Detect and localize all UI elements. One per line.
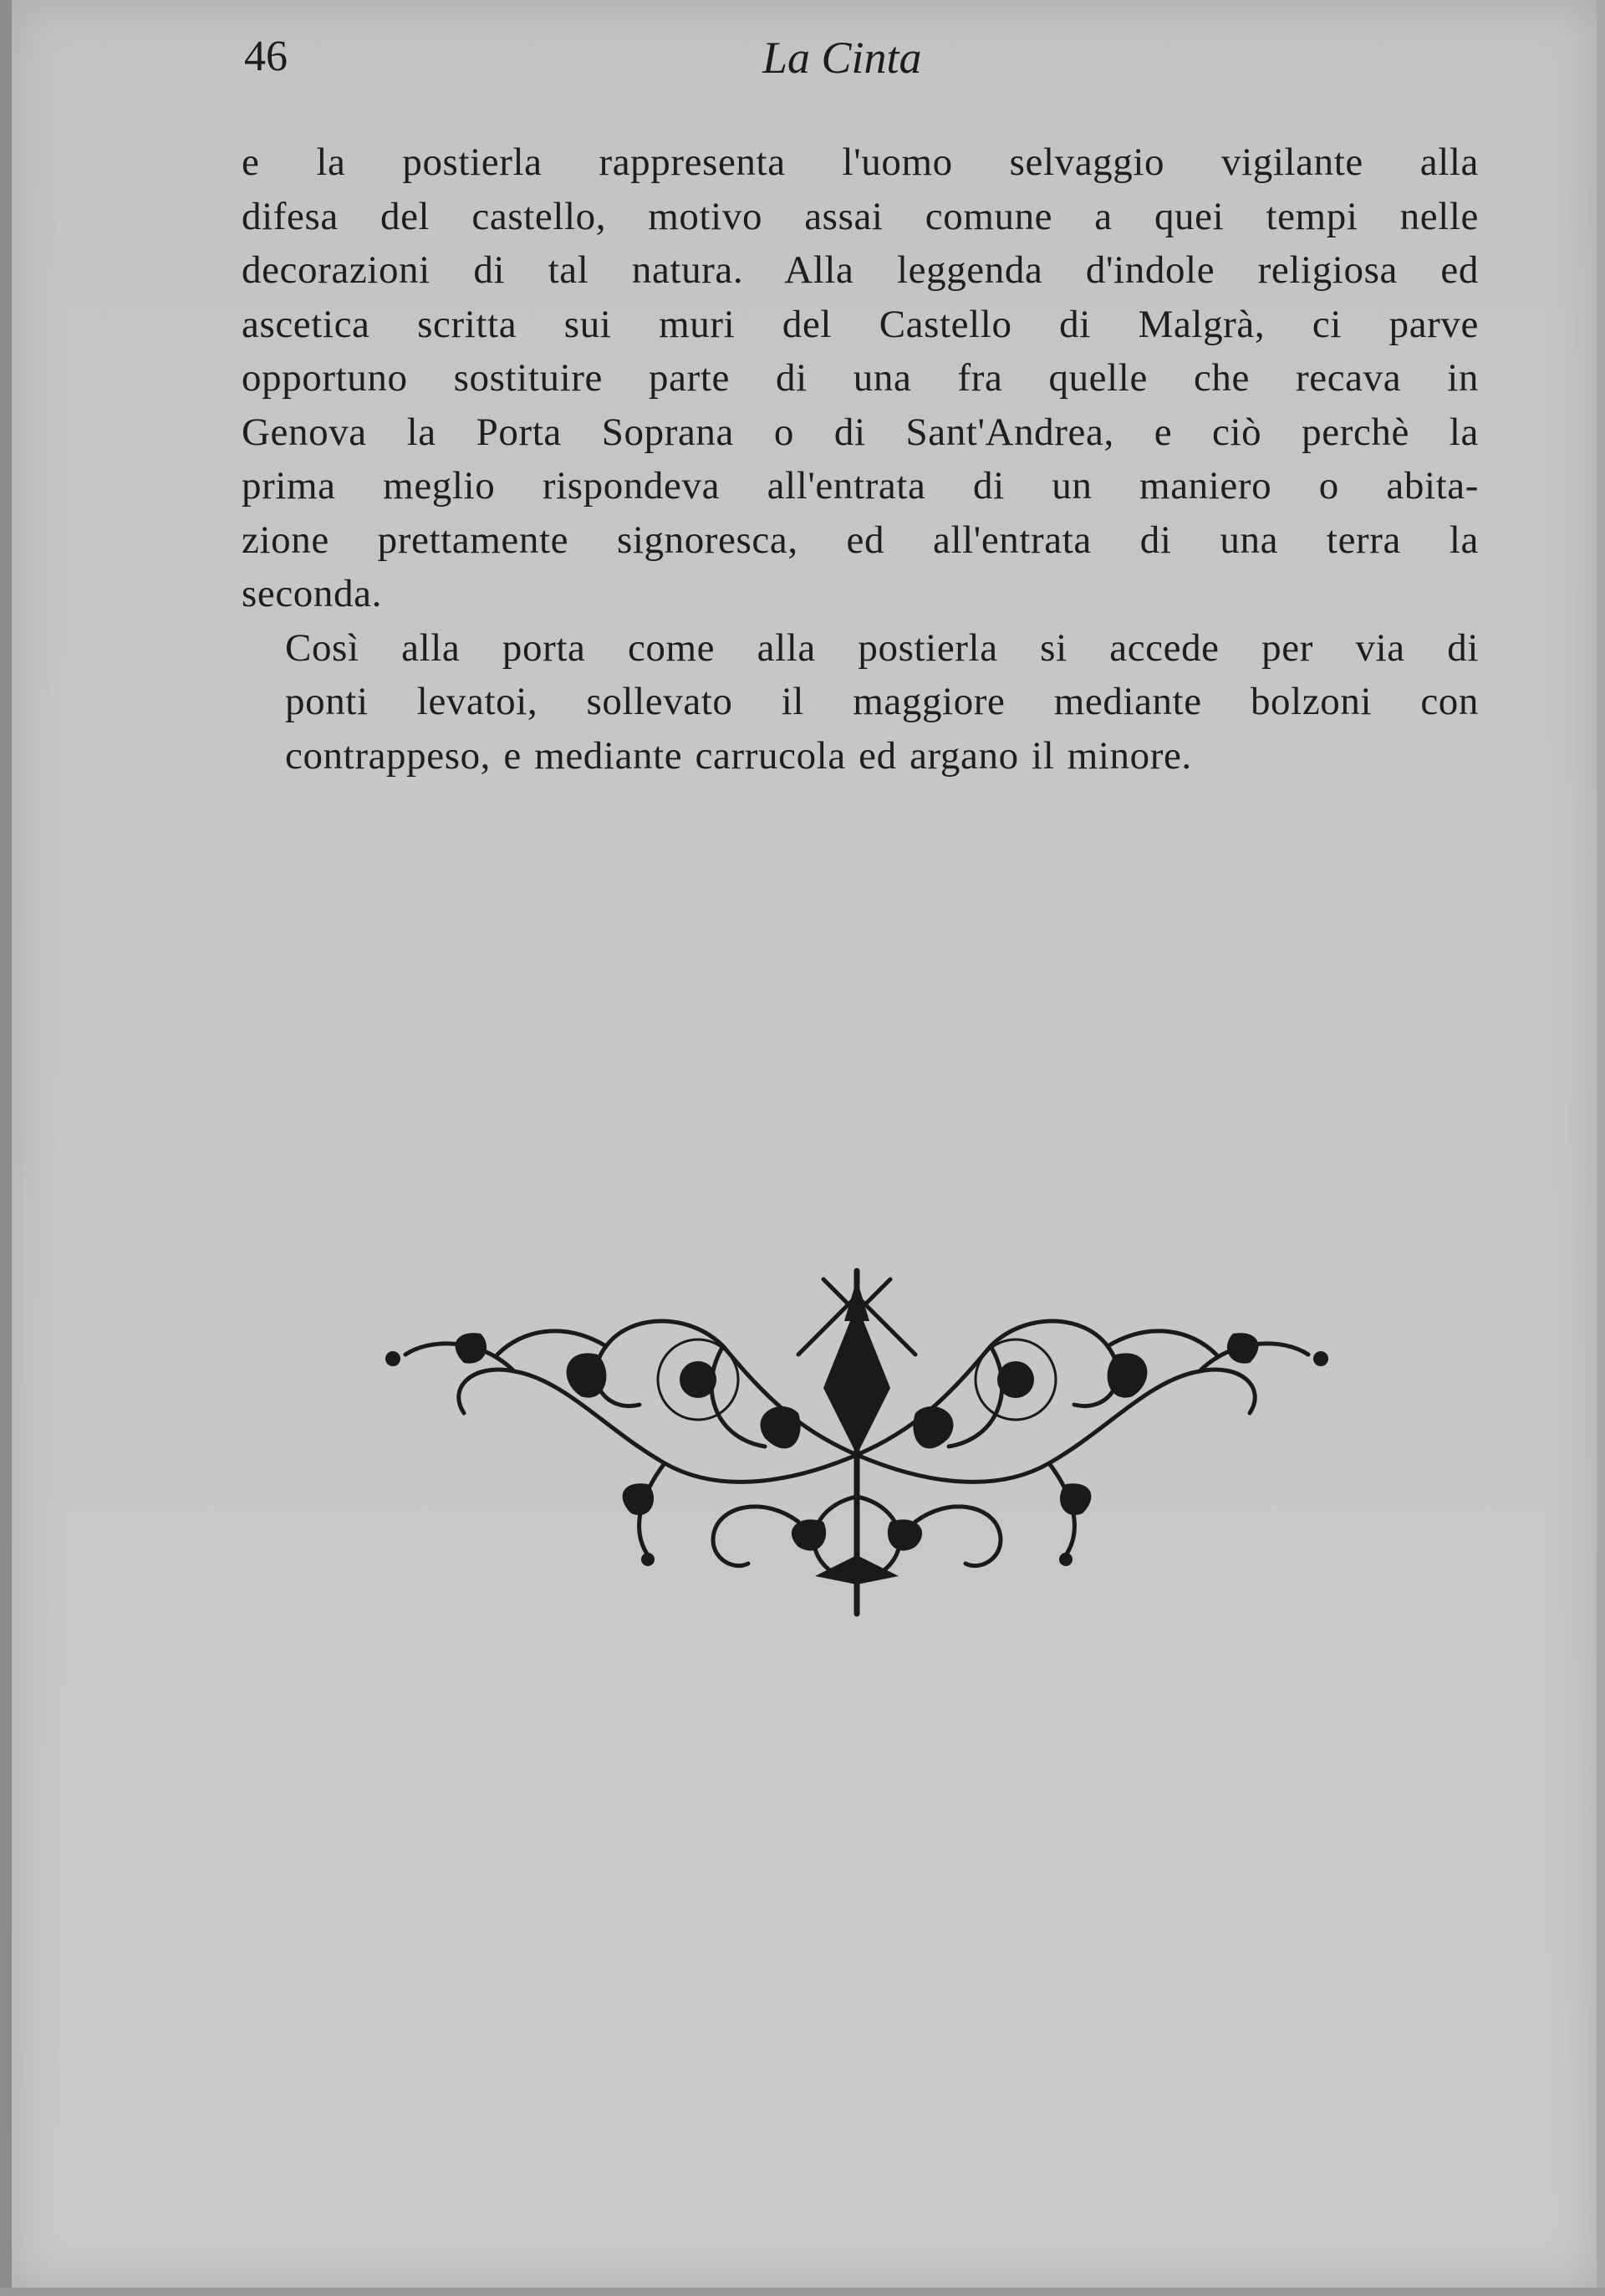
- body-text: [242, 135, 1479, 783]
- text-line: zione prettamente signoresca, ed all'entrata di una terra la: [242, 518, 1479, 562]
- text-line: decorazioni di tal natura. Alla leggenda d'indole religiosa ed: [242, 248, 1479, 292]
- text-line: ponti levatoi, sollevato il maggiore mediante bolzoni con: [285, 680, 1479, 723]
- text-line: ascetica scritta sui muri del Castello di Malgrà, ci parve: [242, 302, 1479, 346]
- running-title: La Cinta: [762, 33, 922, 83]
- paragraph-2: [242, 621, 1479, 783]
- text-line: contrappeso, e mediante carrucola ed argano il minore.: [285, 733, 1192, 778]
- text-line: difesa del castello, motivo assai comune a quei tempi nelle: [242, 194, 1479, 238]
- text-line: seconda.: [242, 572, 382, 615]
- page-number: 46: [244, 33, 288, 80]
- text-line: Così alla porta come alla postierla si accede per via di: [285, 625, 1479, 670]
- text-line: opportuno sostituire parte di una fra quelle che recava in: [242, 356, 1479, 400]
- text-line: Genova la Porta Soprana o di Sant'Andrea, e ciò perchè la: [242, 410, 1479, 454]
- show-through-text: [226, 1681, 1480, 2115]
- paragraph-1: [242, 135, 1479, 621]
- floral-vignette-icon: [330, 1246, 1383, 1630]
- text-line: prima meglio rispondeva all'entrata di un maniero o abita-: [242, 464, 1479, 508]
- page-edge-right: [1597, 0, 1605, 2296]
- page-header: [0, 23, 1605, 99]
- text-line: e la postierla rappresenta l'uomo selvaggio vigilante alla: [242, 140, 1479, 184]
- page-edge-bottom: [0, 2288, 1605, 2296]
